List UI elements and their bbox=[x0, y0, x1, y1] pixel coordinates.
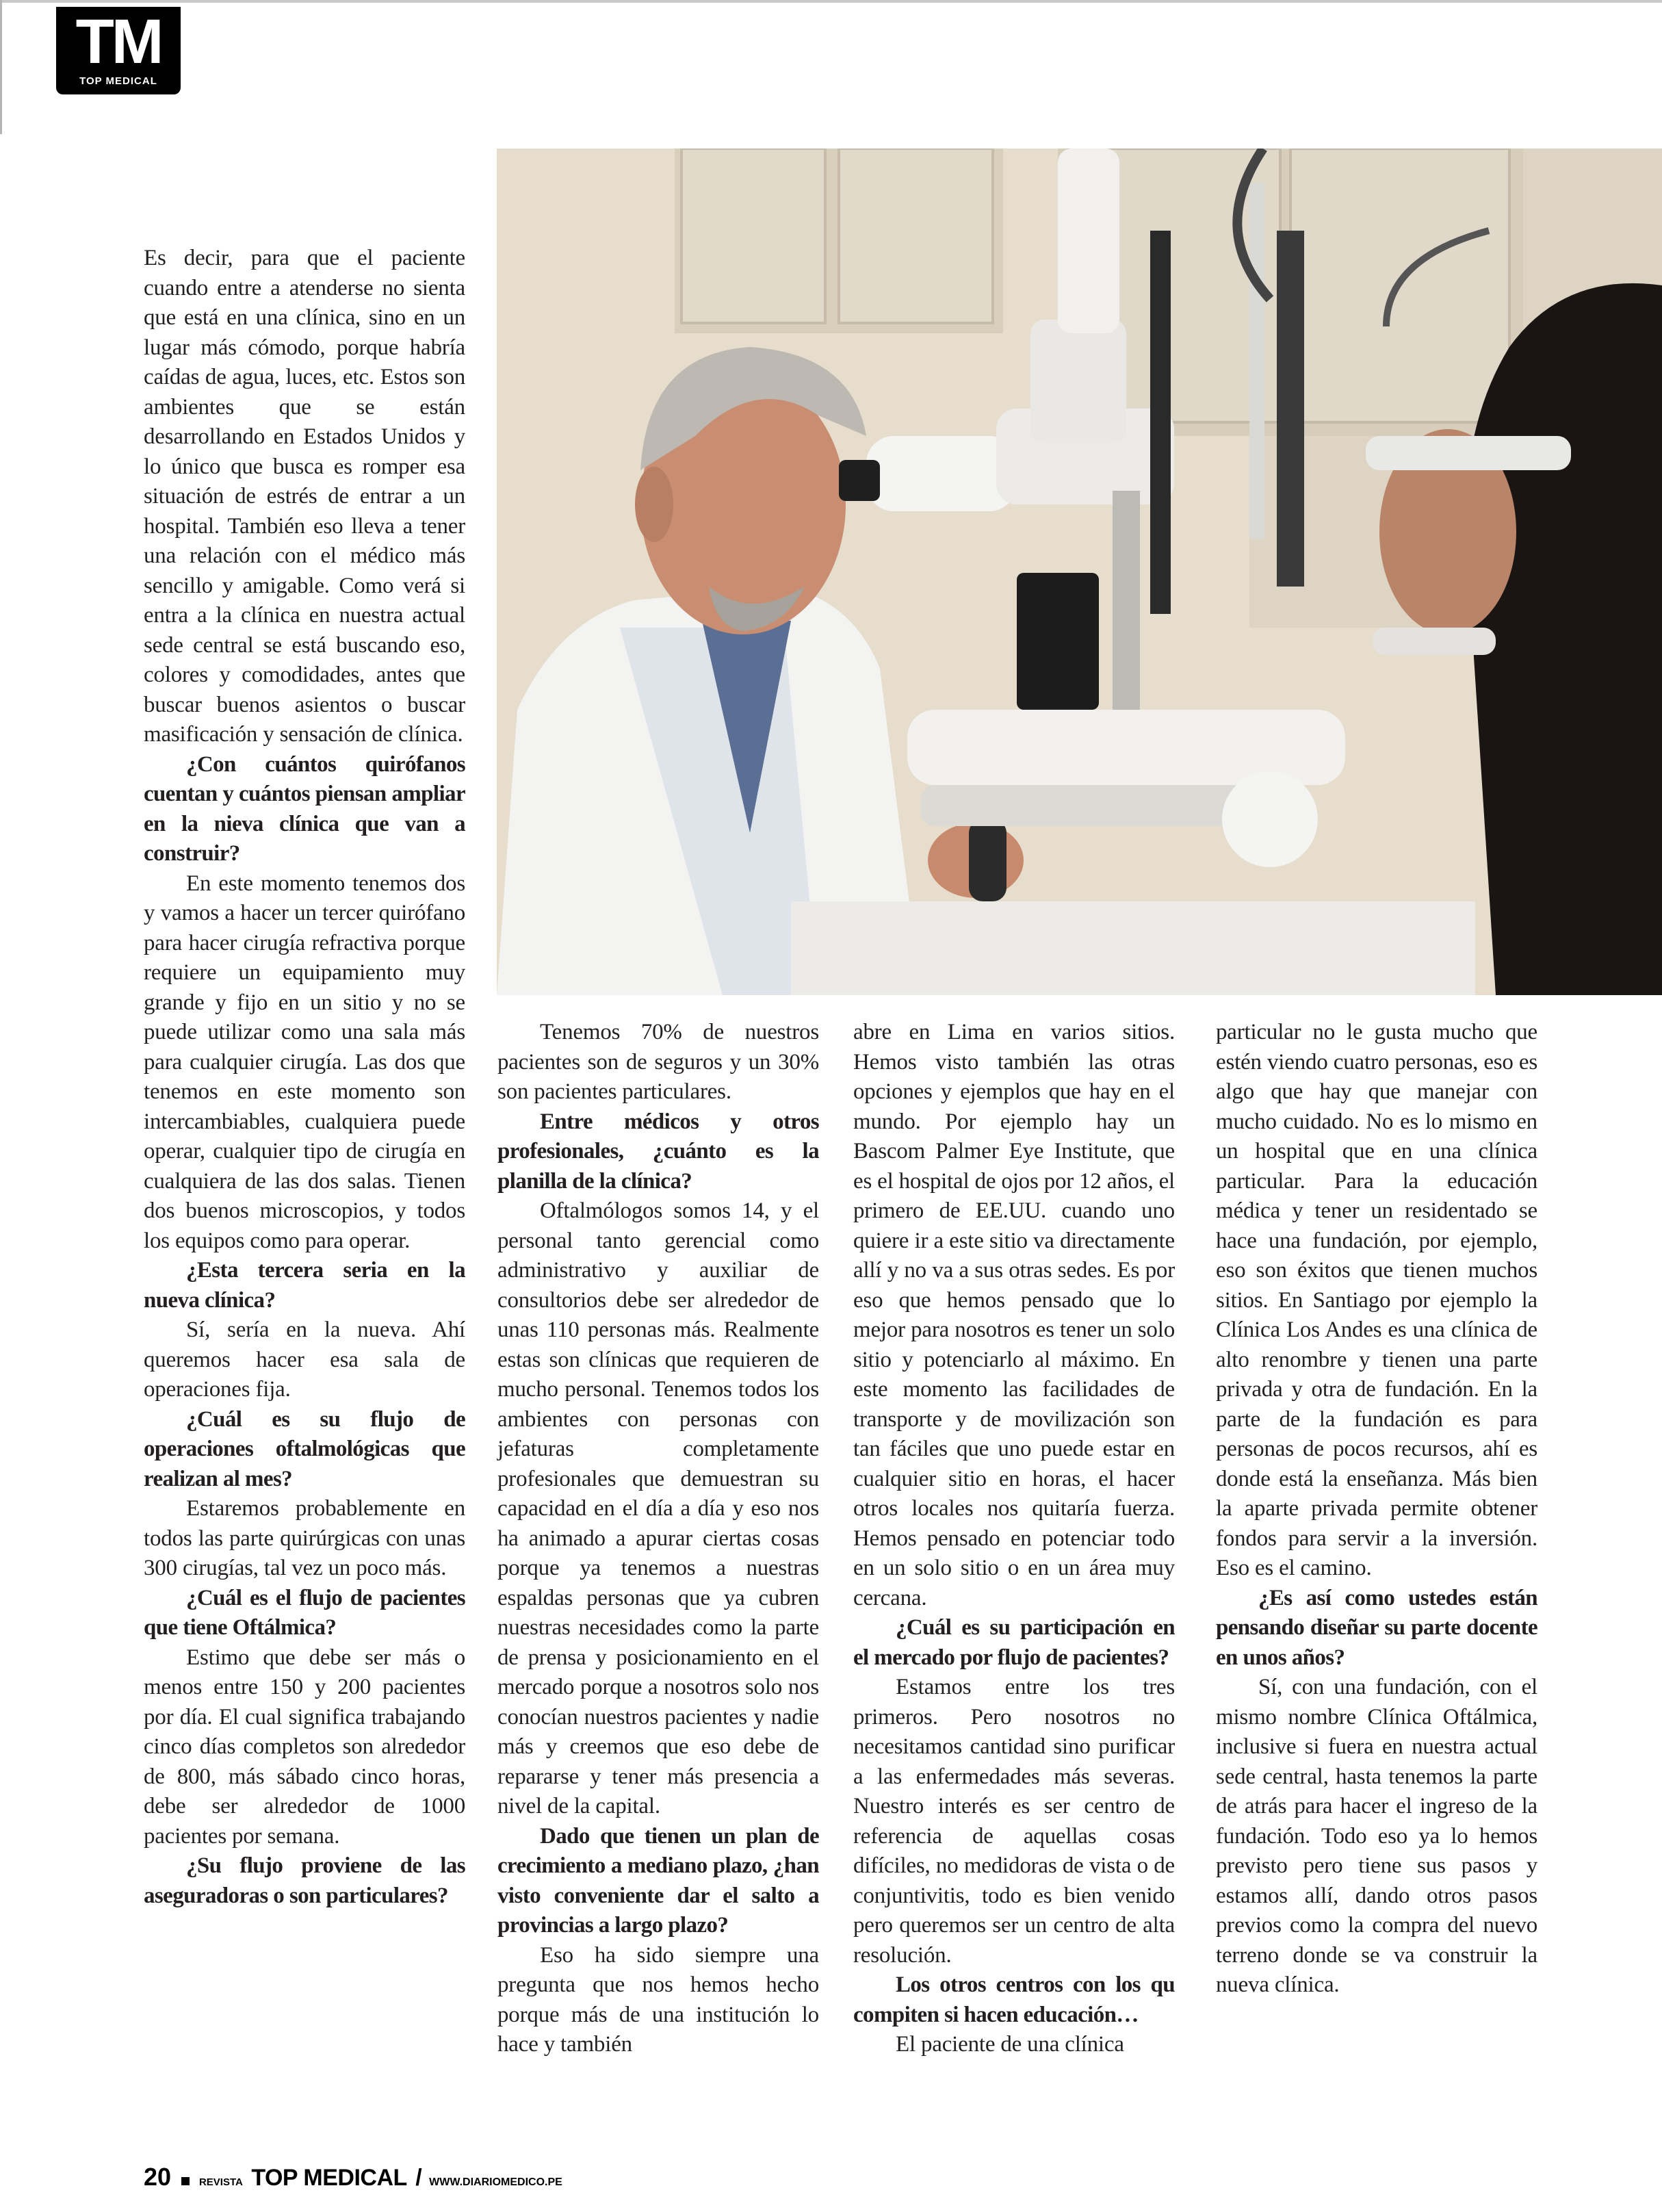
interview-question: ¿Es así como ustedes están pensando diseñar su parte docente en unos años? bbox=[1216, 1585, 1537, 1670]
logo-letters: TM bbox=[75, 7, 161, 77]
interview-answer: abre en Lima en varios sitios. Hemos visto también las otras opciones y ejemplos que hay en el mundo. Por ejemplo hay un Bascom Palmer Eye Institute, que es el hospital de ojos por 12 años, el primero de EE.UU. cuando uno quiere ir a este sitio va directamente allí y no va a sus otras sedes. Es por eso que hemos pensado que lo mejor para nosotros es tener un solo sitio y potenciarlo al máximo. En este momento las facilidades de transporte y de movilización son tan fáciles que uno puede estar en cualquier sitio en horas, el hacer otros locales nos quitaría fuerza. Hemos pensado en potenciar todo en un solo sitio o en un área muy cercana. bbox=[853, 1020, 1175, 1610]
footer-magazine-name: TOP MEDICAL bbox=[251, 2165, 407, 2191]
interview-answer: Estimo que debe ser más o menos entre 150 y 200 pacientes por día. El cual significa trabajando cinco días completos son alrededor de 800, más sábado cinco horas, debe ser alrededor de 1000 pacientes por semana. bbox=[144, 1645, 465, 1849]
page-footer bbox=[144, 2163, 562, 2193]
top-border bbox=[0, 0, 1662, 3]
interview-answer: Eso ha sido siempre una pregunta que nos hemos hecho porque más de una institución lo hace y también bbox=[497, 1942, 819, 2057]
interview-answer: Oftalmólogos somos 14, y el personal tanto gerencial como administrativo y auxiliar de consultorios debe ser alrededor de unas 110 personas más. Realmente estas son clínicas que requieren de mucho personal. Tenemos todos los ambientes con personas con jefaturas completamente profesionales que demuestran su capacidad en el día a día y eso nos ha animado a apurar ciertas cosas porque ya tenemos a nuestras espaldas personas que ya cubren nuestras necesidades como la parte de prensa y posicionamiento en el mercado porque a nosotros solo nos conocían nuestros pacientes y nadie más y creemos que eso debe de repararse y tener más presencia a nivel de la capital. bbox=[497, 1198, 819, 1818]
interview-question: Entre médicos y otros profesionales, ¿cuánto es la planilla de la clínica? bbox=[497, 1109, 819, 1194]
interview-answer: Tenemos 70% de nuestros pacientes son de seguros y un 30% son pacientes particulares. bbox=[497, 1020, 819, 1104]
interview-question: ¿Con cuántos quirófanos cuentan y cuántos piensan ampliar en la nieva clínica que van a construir? bbox=[144, 751, 465, 866]
article-photo bbox=[497, 149, 1662, 995]
logo-subtitle: TOP MEDICAL bbox=[79, 75, 157, 87]
interview-question: ¿Cuál es el flujo de pacientes que tiene Oftálmica? bbox=[144, 1585, 465, 1640]
interview-question: Dado que tienen un plan de crecimiento a mediano plazo, ¿han visto conveniente dar el salto a provincias a largo plazo? bbox=[497, 1823, 819, 1938]
top-medical-logo bbox=[56, 7, 181, 94]
interview-answer: Sí, sería en la nueva. Ahí queremos hacer esa sala de operaciones fija. bbox=[144, 1317, 465, 1402]
footer-revista-label: REVISTA bbox=[198, 2176, 243, 2188]
article-column-1 bbox=[144, 244, 465, 1911]
interview-answer: En este momento tenemos dos y vamos a hacer un tercer quirófano para hacer cirugía refractiva porque requiere un equipamiento muy grande y fijo en un sitio y no se puede utilizar como una sala más para cualquier cirugía. Las dos que tenemos en este momento son intercambiables, cualquiera puede operar, cualquier tipo de cirugía en cualquiera de las dos salas. Tienen dos buenos microscopios, y todos los equipos como para operar. bbox=[144, 871, 465, 1253]
interview-answer: Estaremos probablemente en todos las parte quirúrgicas con unas 300 cirugías, tal vez un poco más. bbox=[144, 1496, 465, 1580]
left-border bbox=[0, 0, 2, 134]
article-column-3 bbox=[853, 1018, 1175, 2060]
eye-exam-illustration bbox=[497, 149, 1662, 995]
interview-answer: particular no le gusta mucho que estén viendo cuatro personas, eso es algo que hay que manejar con mucho cuidado. No es lo mismo en un hospital que en una clínica particular. Para la educación médica y tener un residentado se hace una fundación, por ejemplo, eso son éxitos que tienen muchos sitios. En Santiago por ejemplo la Clínica Los Andes es una clínica de alto renombre y tienen una parte privada y otra de fundación. En la parte de la fundación es para personas de pocos recursos, ahí es donde está la enseñanza. Más bien la aparte privada permite obtener fondos para servir a la inversión. Eso es el camino. bbox=[1216, 1020, 1537, 1580]
footer-square-icon bbox=[181, 2177, 190, 2185]
interview-question: ¿Esta tercera seria en la nueva clínica? bbox=[144, 1258, 465, 1313]
interview-answer: Es decir, para que el paciente cuando entre a atenderse no sienta que está en una clínica, sino en un lugar más cómodo, porque habría caídas de agua, luces, etc. Estos son ambientes que se están desarrollando en Estados Unidos y lo único que busca es romper esa situación de estrés de entrar a un hospital. También eso lleva a tener una relación con el médico más sencillo y amigable. Como verá si entra a la clínica en nuestra actual sede central se está buscando eso, colores y comodidades, antes que buscar buenos asientos o buscar masificación y sensación de clínica. bbox=[144, 246, 465, 747]
interview-question: ¿Cuál es su participación en el mercado por flujo de pacientes? bbox=[853, 1615, 1175, 1670]
interview-question: ¿Cuál es su flujo de operaciones oftalmológicas que realizan al mes? bbox=[144, 1406, 465, 1491]
interview-answer: Estamos entre los tres primeros. Pero nosotros no necesitamos cantidad sino purificar a las enfermedades más severas. Nuestro interés es ser centro de referencia de aquellas cosas difíciles, no medidoras de vista o de conjuntivitis, todo es bien venido pero queremos ser un centro de alta resolución. bbox=[853, 1675, 1175, 1968]
footer-slash: / bbox=[415, 2165, 422, 2191]
interview-answer: El paciente de una clínica bbox=[896, 2032, 1124, 2057]
interview-answer: Sí, con una fundación, con el mismo nombre Clínica Oftálmica, inclusive si fuera en nuestra actual sede central, hasta tenemos la parte de atrás para hacer el ingreso de la fundación. Todo eso ya lo hemos previsto pero tiene sus pasos y estamos allí, dando otros pasos previos como la compra del nuevo terreno donde se va construir la nueva clínica. bbox=[1216, 1675, 1537, 1997]
page-number: 20 bbox=[144, 2163, 172, 2191]
article-column-4 bbox=[1216, 1018, 1537, 2001]
interview-question: Los otros centros con los qu compiten si hacen educación… bbox=[853, 1972, 1175, 2027]
footer-website: WWW.DIARIOMEDICO.PE bbox=[429, 2176, 562, 2188]
article-column-2 bbox=[497, 1018, 819, 2060]
interview-question: ¿Su flujo proviene de las aseguradoras o son particulares? bbox=[144, 1853, 465, 1908]
